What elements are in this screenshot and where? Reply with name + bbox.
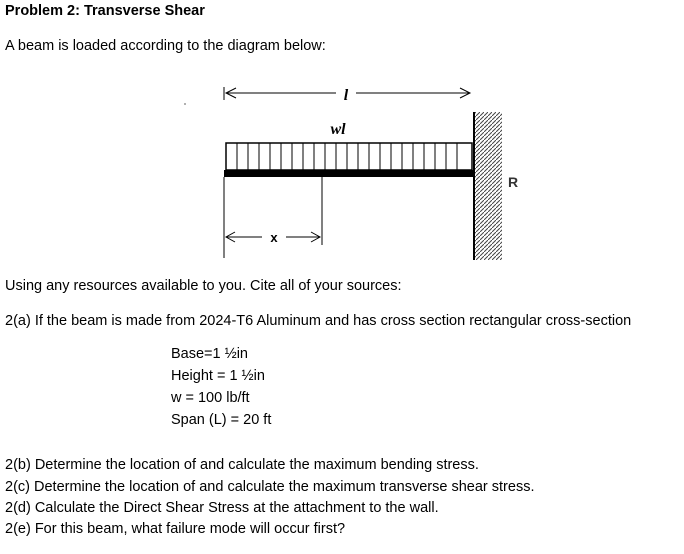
property-span: Span (L) = 20 ft — [171, 412, 272, 428]
question-c: 2(c) Determine the location of and calculate the maximum transverse shear stress. — [5, 479, 535, 495]
property-height: Height = 1 ½in — [171, 368, 265, 384]
distributed-load — [226, 143, 472, 170]
beam — [224, 170, 474, 177]
property-load: w = 100 lb/ft — [171, 390, 250, 406]
span-label: l — [343, 87, 349, 104]
part-a-text: 2(a) If the beam is made from 2024-T6 Aluminum and has cross section rectangular cross-section — [5, 313, 632, 329]
question-e: 2(e) For this beam, what failure mode will occur first? — [5, 521, 346, 537]
intro-text: A beam is loaded according to the diagram below: — [5, 38, 326, 54]
problem-title: Problem 2: Transverse Shear — [5, 3, 205, 19]
question-b: 2(b) Determine the location of and calculate the maximum bending stress. — [5, 457, 479, 473]
question-d: 2(d) Calculate the Direct Shear Stress at the attachment to the wall. — [5, 500, 439, 516]
reaction-label: R — [508, 174, 519, 190]
x-dimension — [224, 177, 322, 258]
x-label: x — [270, 230, 278, 245]
wall — [474, 112, 502, 260]
dot-mark — [184, 103, 186, 105]
property-base: Base=1 ½in — [171, 346, 248, 362]
instruction-text: Using any resources available to you. Cite all of your sources: — [5, 278, 402, 294]
load-label: wl — [330, 121, 346, 138]
